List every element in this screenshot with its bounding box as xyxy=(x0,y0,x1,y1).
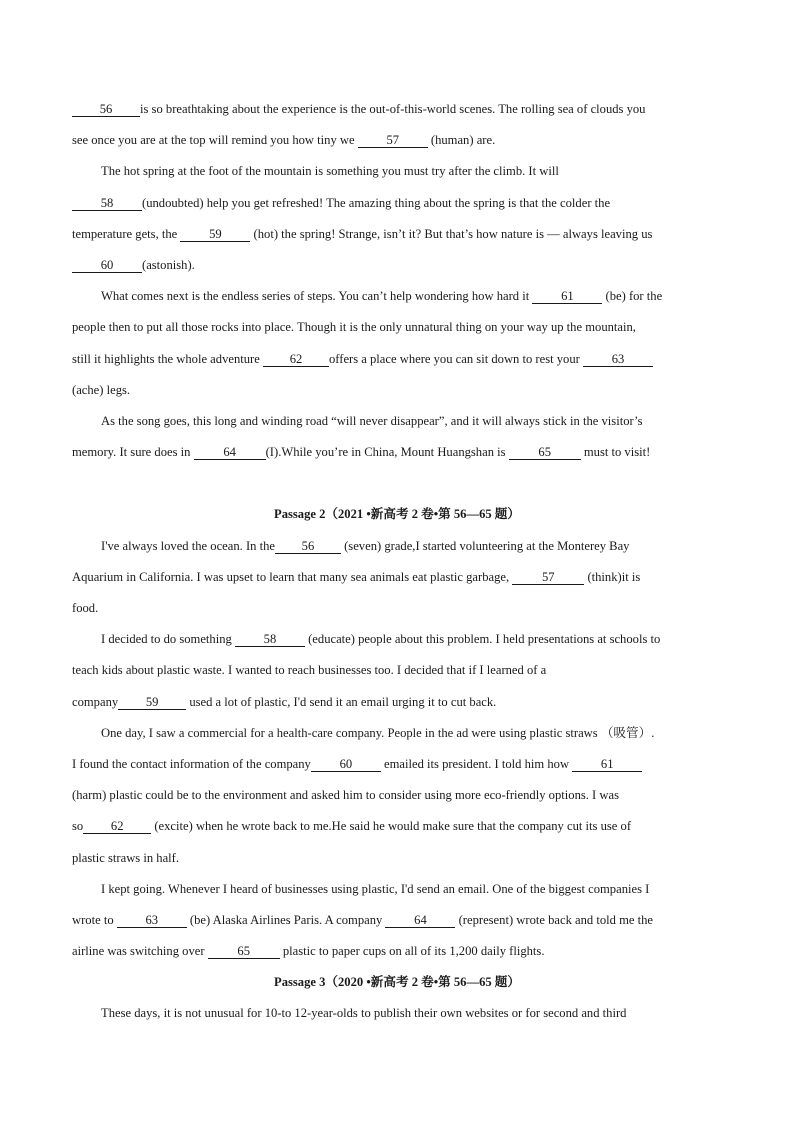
p2-line-6 xyxy=(72,687,722,718)
text: (be) for the xyxy=(602,289,663,304)
p3-line-1 xyxy=(72,998,722,1029)
blank-65[interactable]: 65 xyxy=(208,944,280,959)
text: offers a place where you can sit down to rest your xyxy=(328,351,583,366)
text: plastic straws in half. xyxy=(72,850,180,865)
text: (hot) the spring! Strange, isn’t it? But that’s how nature is — always leaving us xyxy=(250,226,653,241)
text: so xyxy=(72,819,84,834)
passage-3-heading: Passage 3（2020 •新高考 2 卷•第 56—65 题） xyxy=(274,975,520,990)
text: (represent) wrote back and told me the xyxy=(455,912,654,927)
p1-line-5 xyxy=(72,219,722,250)
text: (I).While you’re in China, Mount Huangshan is xyxy=(265,445,509,460)
p2-line-9 xyxy=(72,780,722,811)
p2-line-12 xyxy=(72,874,722,905)
p2-line-2 xyxy=(72,562,722,593)
blank-61[interactable]: 61 xyxy=(532,289,602,304)
p1-line-10 xyxy=(72,375,722,406)
p1-line-4 xyxy=(72,188,722,219)
text: (astonish). xyxy=(142,257,195,272)
blank-60[interactable]: 60 xyxy=(311,757,381,772)
text: (be) Alaska Airlines Paris. A company xyxy=(186,912,386,927)
p1-line-9 xyxy=(72,344,722,375)
text: (excite) when he wrote back to me.He said he would make sure that the company cut its use of xyxy=(151,819,632,834)
text: memory. It sure does in xyxy=(72,445,194,460)
text: Aquarium in California. I was upset to learn that many sea animals eat plastic garbage, xyxy=(72,569,513,584)
text: (educate) people about this problem. I held presentations at schools to xyxy=(304,632,661,647)
blank-58[interactable]: 58 xyxy=(72,196,142,211)
blank-57[interactable]: 57 xyxy=(512,570,584,585)
spacer xyxy=(72,468,722,499)
p1-line-3 xyxy=(72,156,722,187)
text: These days, it is not unusual for 10-to 12-year-olds to publish their own websites or for second and third xyxy=(101,1006,627,1021)
text: As the song goes, this long and winding road “will never disappear”, and it will always stick in the visitor’s xyxy=(101,413,643,428)
p1-line-6 xyxy=(72,250,722,281)
text: is so breathtaking about the experience is the out-of-this-world scenes. The rolling sea of clouds you xyxy=(140,102,646,116)
text: (undoubted) help you get refreshed! The amazing thing about the spring is that the colder the xyxy=(142,195,611,210)
p2-line-11 xyxy=(72,843,722,874)
text: I found the contact information of the company xyxy=(72,756,311,771)
text: One day, I saw a commercial for a health-care company. People in the ad were using plastic straws （吸管）. xyxy=(101,725,655,740)
p1-line-11 xyxy=(72,406,722,437)
p2-line-13 xyxy=(72,905,722,936)
p2-line-4 xyxy=(72,624,722,655)
text: still it highlights the whole adventure xyxy=(72,351,263,366)
text: temperature gets, the xyxy=(72,226,181,241)
text: must to visit! xyxy=(580,445,651,460)
blank-56[interactable]: 56 xyxy=(72,102,140,117)
text: (think)it is xyxy=(584,569,641,584)
blank-62[interactable]: 62 xyxy=(263,352,329,367)
text: emailed its president. I told him how xyxy=(380,756,573,771)
p2-line-7 xyxy=(72,718,722,749)
p1-line-12 xyxy=(72,437,722,468)
p1-line-7 xyxy=(72,281,722,312)
blank-64[interactable]: 64 xyxy=(194,445,266,460)
blank-60[interactable]: 60 xyxy=(72,258,142,273)
blank-62[interactable]: 62 xyxy=(83,819,151,834)
blank-58[interactable]: 58 xyxy=(235,632,305,647)
p1-line-8 xyxy=(72,312,722,343)
text: I decided to do something xyxy=(101,632,235,647)
blank-65[interactable]: 65 xyxy=(509,445,581,460)
text: used a lot of plastic, I'd send it an email urging it to cut back. xyxy=(186,694,497,709)
p1-line-1 xyxy=(72,94,722,125)
p2-line-14 xyxy=(72,936,722,967)
text: (seven) grade,I started volunteering at the Monterey Bay xyxy=(340,538,630,553)
blank-59[interactable]: 59 xyxy=(118,695,186,710)
blank-57[interactable]: 57 xyxy=(358,133,428,148)
blank-63[interactable]: 63 xyxy=(583,352,653,367)
p2-line-1 xyxy=(72,531,722,562)
text: wrote to xyxy=(72,912,117,927)
blank-59[interactable]: 59 xyxy=(180,227,250,242)
text: see once you are at the top will remind you how tiny we xyxy=(72,133,358,148)
text: airline was switching over xyxy=(72,944,208,959)
blank-61[interactable]: 61 xyxy=(572,757,642,772)
text: (ache) legs. xyxy=(72,382,131,397)
p2-line-8 xyxy=(72,749,722,780)
passage-2-heading: Passage 2（2021 •新高考 2 卷•第 56—65 题） xyxy=(274,507,520,522)
blank-56[interactable]: 56 xyxy=(275,539,341,554)
text: I kept going. Whenever I heard of businesses using plastic, I'd send an email. One of the biggest companies I xyxy=(101,881,650,896)
p2-line-10 xyxy=(72,811,722,842)
blank-63[interactable]: 63 xyxy=(117,913,187,928)
p2-line-3 xyxy=(72,593,722,624)
text: (human) are. xyxy=(427,133,496,148)
p2-line-5 xyxy=(72,655,722,686)
text: teach kids about plastic waste. I wanted to reach businesses too. I decided that if I learned of a xyxy=(72,663,547,678)
p1-line-2 xyxy=(72,125,722,156)
text: people then to put all those rocks into place. Though it is the only unnatural thing on your way up the mountain, xyxy=(72,320,636,335)
text: plastic to paper cups on all of its 1,200 daily flights. xyxy=(279,944,545,959)
document-page xyxy=(72,94,722,1030)
text: I've always loved the ocean. In the xyxy=(101,538,275,553)
text: company xyxy=(72,694,119,709)
text: (harm) plastic could be to the environment and asked him to consider using more eco-friendly options. I was xyxy=(72,788,619,803)
blank-64[interactable]: 64 xyxy=(385,913,455,928)
text: food. xyxy=(72,601,99,615)
text: The hot spring at the foot of the mountain is something you must try after the climb. It will xyxy=(101,164,559,179)
text: What comes next is the endless series of steps. You can’t help wondering how hard it xyxy=(101,289,533,304)
